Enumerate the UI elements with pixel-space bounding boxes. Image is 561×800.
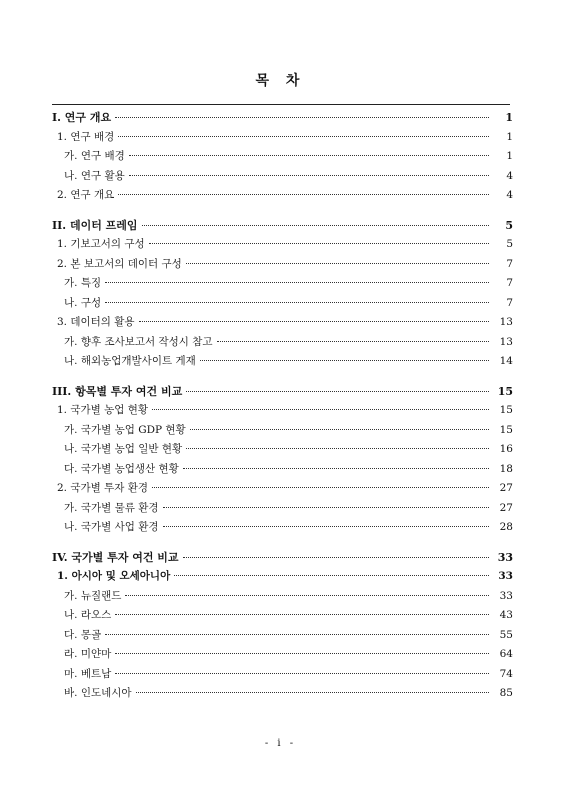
toc-entry[interactable] <box>50 626 513 646</box>
toc-section <box>50 108 513 206</box>
toc-page-number: 7 <box>506 296 513 309</box>
toc-entry[interactable] <box>50 567 513 587</box>
toc-page-number: 33 <box>497 550 513 564</box>
toc-entry[interactable] <box>50 665 513 685</box>
dot-leader <box>105 302 489 303</box>
dot-leader <box>163 526 490 527</box>
toc-entry-label: 가. 특징 <box>64 277 102 289</box>
toc-entry[interactable] <box>50 460 513 480</box>
toc-entry[interactable] <box>50 255 513 275</box>
toc-entry-label: 2. 본 보고서의 데이터 구성 <box>57 257 182 270</box>
toc-entry-label: 1. 연구 배경 <box>57 130 115 143</box>
toc-entry-label: III. 항목별 투자 여건 비교 <box>52 384 183 398</box>
toc-entry[interactable] <box>50 167 513 187</box>
toc-page-number: 13 <box>499 335 513 348</box>
dot-leader <box>142 225 489 226</box>
toc-entry-label: 2. 연구 개요 <box>57 189 115 201</box>
toc-entry-label: 다. 국가별 농업생산 현황 <box>64 462 179 475</box>
toc-entry-label: I. 연구 개요 <box>52 111 112 124</box>
toc-entry-label: 1. 기보고서의 구성 <box>57 238 145 250</box>
toc-chapter-entry[interactable] <box>50 382 513 402</box>
dot-leader <box>105 282 489 283</box>
toc-entry[interactable] <box>50 499 513 519</box>
toc-page-number: 15 <box>499 404 513 416</box>
toc-entry-label: 1. 아시아 및 오세아니아 <box>57 570 171 582</box>
dot-leader <box>115 614 489 615</box>
toc-entry[interactable] <box>50 645 513 665</box>
toc-page-number: 15 <box>497 384 513 398</box>
toc-page-number: 1 <box>506 130 513 143</box>
toc-entry[interactable] <box>50 294 513 314</box>
dot-leader <box>129 155 489 156</box>
toc-entry-label: 1. 국가별 농업 현황 <box>57 404 149 416</box>
toc-entry-label: II. 데이터 프레임 <box>52 218 138 232</box>
toc-entry-label: 다. 몽골 <box>64 628 102 641</box>
toc-entry[interactable] <box>50 479 513 499</box>
toc-page-number: 85 <box>499 687 513 699</box>
dot-leader <box>129 175 489 176</box>
toc-page-number: 18 <box>499 462 513 475</box>
toc-entry[interactable] <box>50 401 513 421</box>
dot-leader <box>115 653 489 654</box>
dot-leader <box>174 575 489 576</box>
toc-page-number: 7 <box>506 277 513 289</box>
dot-leader <box>183 468 489 469</box>
toc-page-number: 55 <box>499 628 513 641</box>
toc-entry-label: 가. 국가별 물류 환경 <box>64 501 159 514</box>
toc-entry[interactable] <box>50 421 513 441</box>
toc-entry[interactable] <box>50 128 513 148</box>
toc-page-number: 14 <box>499 355 513 367</box>
toc-entry-label: 나. 구성 <box>64 296 102 309</box>
dot-leader <box>190 429 489 430</box>
toc-page-number: 33 <box>498 570 513 582</box>
toc-entry[interactable] <box>50 333 513 353</box>
toc-chapter-entry[interactable] <box>50 108 513 128</box>
toc-page-number: 5 <box>505 218 513 232</box>
dot-leader <box>118 194 489 195</box>
toc-page-number: 1 <box>505 111 513 124</box>
toc-chapter-entry[interactable] <box>50 548 513 568</box>
toc-page-number: 27 <box>499 482 513 494</box>
dot-leader <box>118 136 489 137</box>
toc-entry[interactable] <box>50 606 513 626</box>
dot-leader <box>139 321 489 322</box>
title-divider <box>52 104 510 105</box>
dot-leader <box>217 341 489 342</box>
toc-page-number: 28 <box>499 521 513 533</box>
toc-entry-label: 나. 라오스 <box>64 609 112 621</box>
toc-entry-label: 2. 국가별 투자 환경 <box>57 482 149 494</box>
toc-page-number: 5 <box>506 238 513 250</box>
toc-entry-label: 나. 국가별 농업 일반 현황 <box>64 443 183 455</box>
page-number-footer: - i - <box>264 738 297 749</box>
toc-entry-label: 나. 해외농업개발사이트 게재 <box>64 355 196 367</box>
dot-leader <box>149 243 489 244</box>
dot-leader <box>136 692 489 693</box>
toc-entry-label: 가. 연구 배경 <box>64 150 125 162</box>
toc-entry-label: 가. 향후 조사보고서 작성시 참고 <box>64 335 213 348</box>
toc-section <box>50 382 513 538</box>
dot-leader <box>115 673 489 674</box>
toc-page-number: 16 <box>499 443 513 455</box>
toc-page-number: 74 <box>499 667 513 680</box>
dot-leader <box>105 634 489 635</box>
dot-leader <box>186 448 489 449</box>
toc-entry[interactable] <box>50 440 513 460</box>
toc-page-number: 15 <box>499 423 513 436</box>
toc-entry-label: IV. 국가별 투자 여건 비교 <box>52 550 179 564</box>
toc-page-number: 4 <box>506 169 513 182</box>
toc-chapter-entry[interactable] <box>50 216 513 236</box>
toc-page-number: 13 <box>499 316 513 328</box>
toc-entry[interactable] <box>50 587 513 607</box>
dot-leader <box>163 507 490 508</box>
toc-page-number: 27 <box>499 501 513 514</box>
dot-leader <box>115 117 489 118</box>
toc-entry-label: 마. 베트남 <box>64 667 112 680</box>
toc-page-number: 4 <box>506 189 513 201</box>
toc-page-number: 1 <box>506 150 513 162</box>
toc-entry[interactable] <box>50 684 513 704</box>
dot-leader <box>183 557 489 558</box>
table-of-contents <box>50 108 513 714</box>
toc-entry-label: 3. 데이터의 활용 <box>57 316 135 328</box>
toc-entry-label: 라. 미얀마 <box>64 648 112 660</box>
toc-entry[interactable] <box>50 313 513 333</box>
toc-page-number: 33 <box>499 589 513 602</box>
toc-page-number: 7 <box>506 257 513 270</box>
dot-leader <box>200 360 489 361</box>
dot-leader <box>125 595 489 596</box>
toc-entry[interactable] <box>50 235 513 255</box>
toc-entry-label: 바. 인도네시아 <box>64 687 132 699</box>
dot-leader <box>186 263 489 264</box>
toc-page-number: 43 <box>499 609 513 621</box>
dot-leader <box>152 409 489 410</box>
page-title: 목 차 <box>255 73 306 89</box>
toc-entry[interactable] <box>50 274 513 294</box>
toc-entry[interactable] <box>50 147 513 167</box>
toc-entry[interactable] <box>50 352 513 372</box>
toc-entry-label: 나. 연구 활용 <box>64 169 125 182</box>
toc-entry-label: 가. 뉴질랜드 <box>64 589 122 602</box>
toc-section <box>50 548 513 704</box>
toc-entry-label: 나. 국가별 사업 환경 <box>64 521 159 533</box>
dot-leader <box>152 487 489 488</box>
toc-entry[interactable] <box>50 518 513 538</box>
toc-entry-label: 가. 국가별 농업 GDP 현황 <box>64 423 186 436</box>
toc-page-number: 64 <box>499 648 513 660</box>
toc-section <box>50 216 513 372</box>
dot-leader <box>186 391 489 392</box>
toc-entry[interactable] <box>50 186 513 206</box>
